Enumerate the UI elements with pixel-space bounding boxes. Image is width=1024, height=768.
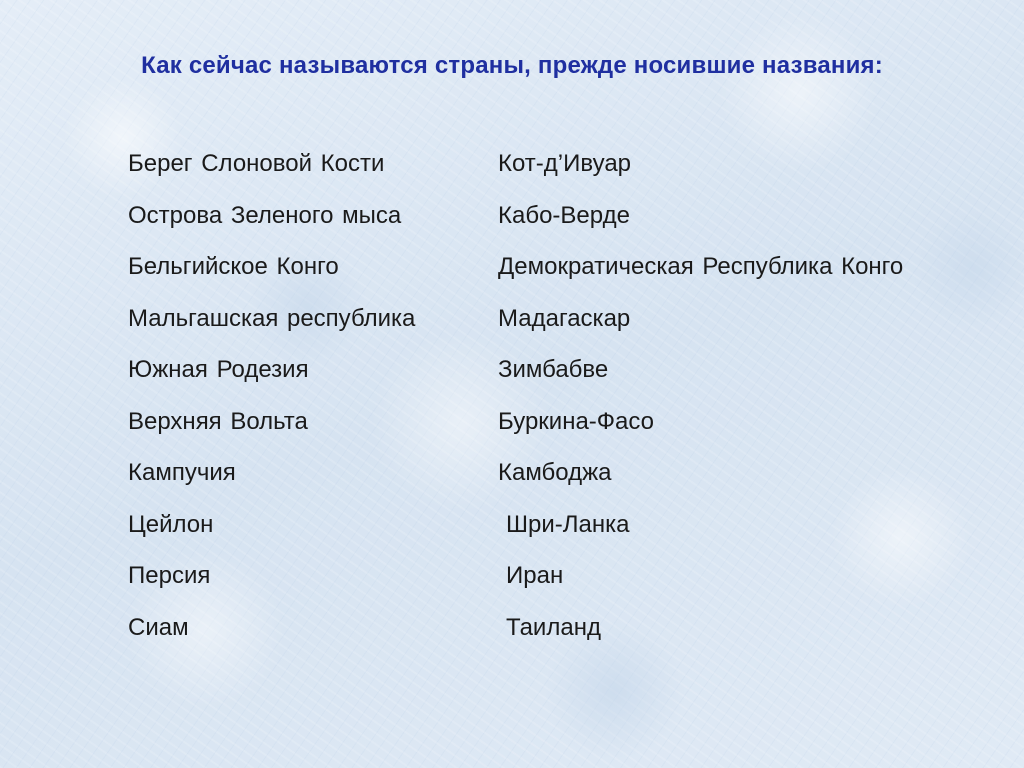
current-name: Таиланд — [506, 613, 601, 641]
slide-title: Как сейчас называются страны, прежде носившие названия: — [141, 52, 883, 79]
current-name: Иран — [506, 562, 564, 589]
current-name: Мадагаскар — [498, 304, 631, 332]
former-name: Персия — [128, 562, 211, 589]
former-name: Верхняя Вольта — [128, 407, 308, 435]
current-names-list — [498, 150, 903, 665]
current-name: Демократическая Республика Конго — [498, 253, 904, 280]
current-name: Кот-д’Ивуар — [498, 150, 632, 177]
former-name: Кампучия — [128, 459, 236, 486]
current-name: Шри-Ланка — [506, 510, 630, 538]
current-name: Зимбабве — [498, 356, 609, 383]
former-name: Цейлон — [128, 510, 214, 538]
former-name: Южная Родезия — [128, 356, 309, 383]
former-name: Сиам — [128, 613, 189, 641]
former-name: Бельгийское Конго — [128, 253, 339, 280]
current-name: Буркина-Фасо — [498, 407, 655, 435]
current-name: Кабо-Верде — [498, 201, 630, 229]
former-names-list — [128, 150, 415, 665]
former-name: Мальгашская республика — [128, 304, 416, 332]
former-name: Острова Зеленого мыса — [128, 201, 402, 229]
former-name: Берег Слоновой Кости — [128, 150, 385, 177]
current-name: Камбоджа — [498, 459, 612, 486]
